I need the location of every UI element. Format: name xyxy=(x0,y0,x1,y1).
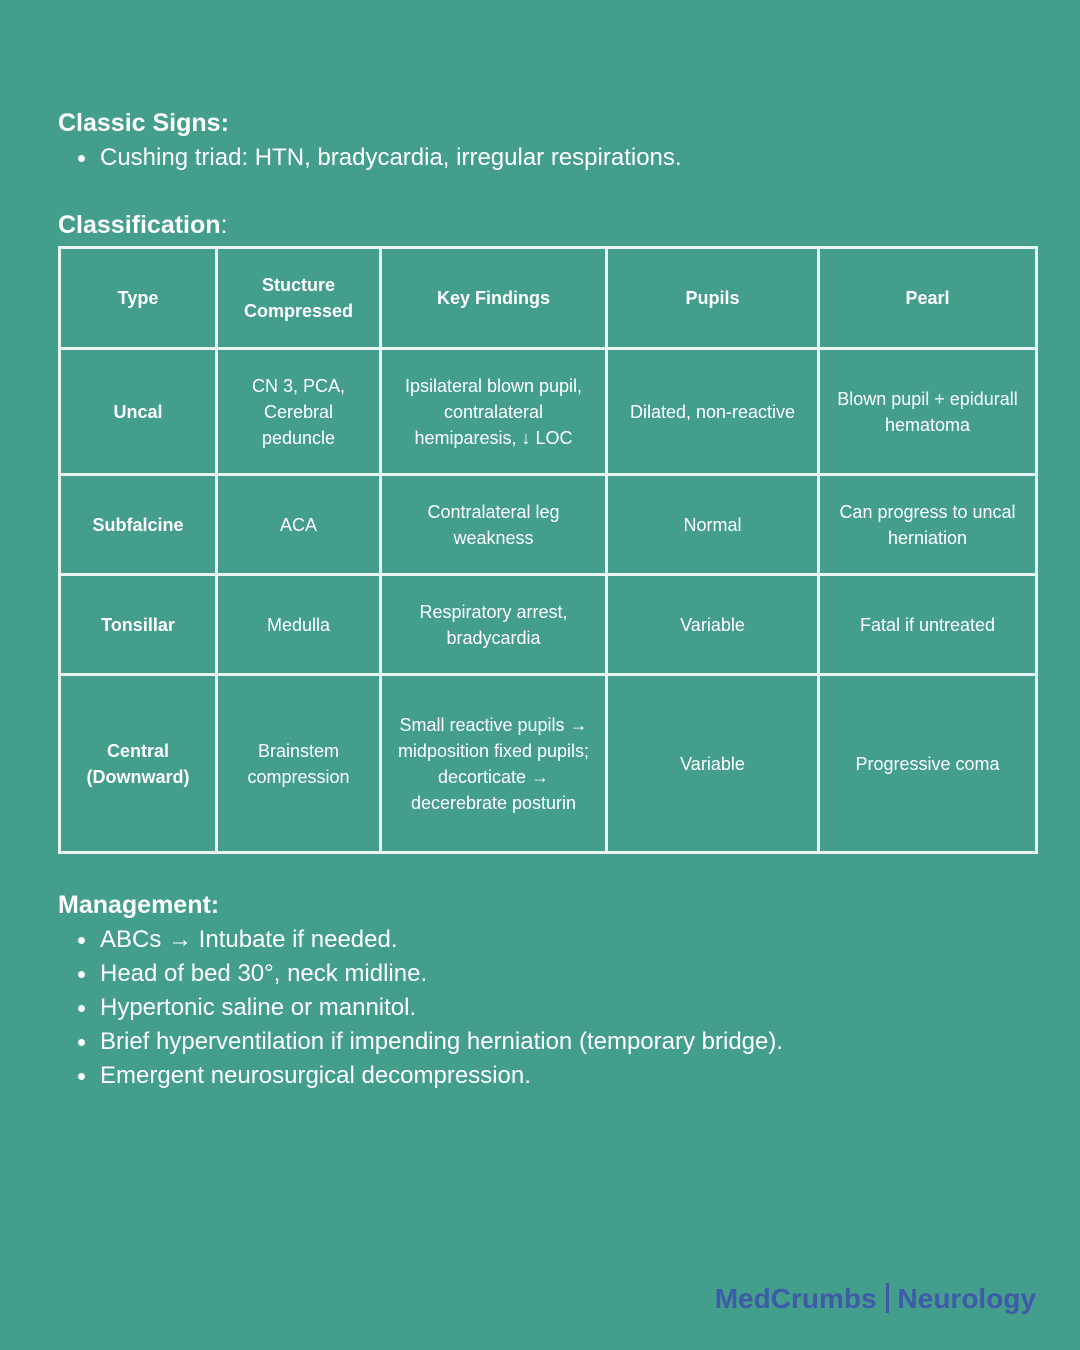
list-item: Brief hyperventilation if impending herniation (temporary bridge). xyxy=(58,1025,783,1059)
table-row xyxy=(60,475,1037,575)
column-header-type: Type xyxy=(60,248,217,349)
list-item: Head of bed 30°, neck midline. xyxy=(58,957,783,991)
cell-structure: Medulla xyxy=(217,575,381,675)
table-header-row xyxy=(60,248,1037,349)
cell-pearl: Can progress to uncal herniation xyxy=(819,475,1037,575)
management-heading: Management: xyxy=(58,891,220,919)
list-item: Emergent neurosurgical decompression. xyxy=(58,1059,783,1093)
classic-signs-list xyxy=(58,141,682,175)
classification-heading-text: Classification xyxy=(58,211,221,239)
classification-heading-colon: : xyxy=(220,211,228,239)
column-header-pearl: Pearl xyxy=(819,248,1037,349)
column-header-pupils: Pupils xyxy=(607,248,819,349)
cell-pupils: Variable xyxy=(607,675,819,853)
table-row xyxy=(60,575,1037,675)
cell-pearl: Progressive coma xyxy=(819,675,1037,853)
brand-name: MedCrumbs xyxy=(714,1283,877,1314)
cell-findings: Ipsilateral blown pupil, contralateral hemiparesis, ↓ LOC xyxy=(381,349,607,475)
table-row xyxy=(60,349,1037,475)
list-item: Cushing triad: HTN, bradycardia, irregular respirations. xyxy=(58,141,682,175)
column-header-structure: Stucture Compressed xyxy=(217,248,381,349)
cell-pearl: Blown pupil + epidurall hematoma xyxy=(819,349,1037,475)
brand-section: Neurology xyxy=(897,1283,1036,1314)
list-item: Hypertonic saline or mannitol. xyxy=(58,991,783,1025)
cell-findings: Respiratory arrest, bradycardia xyxy=(381,575,607,675)
cell-type: Uncal xyxy=(60,349,217,475)
cell-findings: Contralateral leg weakness xyxy=(381,475,607,575)
cell-pupils: Dilated, non-reactive xyxy=(607,349,819,475)
classification-heading xyxy=(58,209,228,241)
brand-divider xyxy=(886,1283,889,1313)
cell-pearl: Fatal if untreated xyxy=(819,575,1037,675)
classification-table xyxy=(58,246,1038,854)
cell-pupils: Normal xyxy=(607,475,819,575)
classic-signs-heading: Classic Signs: xyxy=(58,109,229,137)
cell-pupils: Variable xyxy=(607,575,819,675)
cell-type: Central (Downward) xyxy=(60,675,217,853)
cell-structure: CN 3, PCA, Cerebral peduncle xyxy=(217,349,381,475)
cell-structure: Brainstem compression xyxy=(217,675,381,853)
column-header-findings: Key Findings xyxy=(381,248,607,349)
brand-footer xyxy=(715,1281,1036,1317)
table-row xyxy=(60,675,1037,853)
cell-type: Subfalcine xyxy=(60,475,217,575)
cell-findings: Small reactive pupils → midposition fixed pupils; decorticate → decerebrate posturin xyxy=(381,675,607,853)
list-item: ABCs → Intubate if needed. xyxy=(58,923,783,957)
cell-type: Tonsillar xyxy=(60,575,217,675)
cell-structure: ACA xyxy=(217,475,381,575)
management-list xyxy=(58,923,783,1093)
